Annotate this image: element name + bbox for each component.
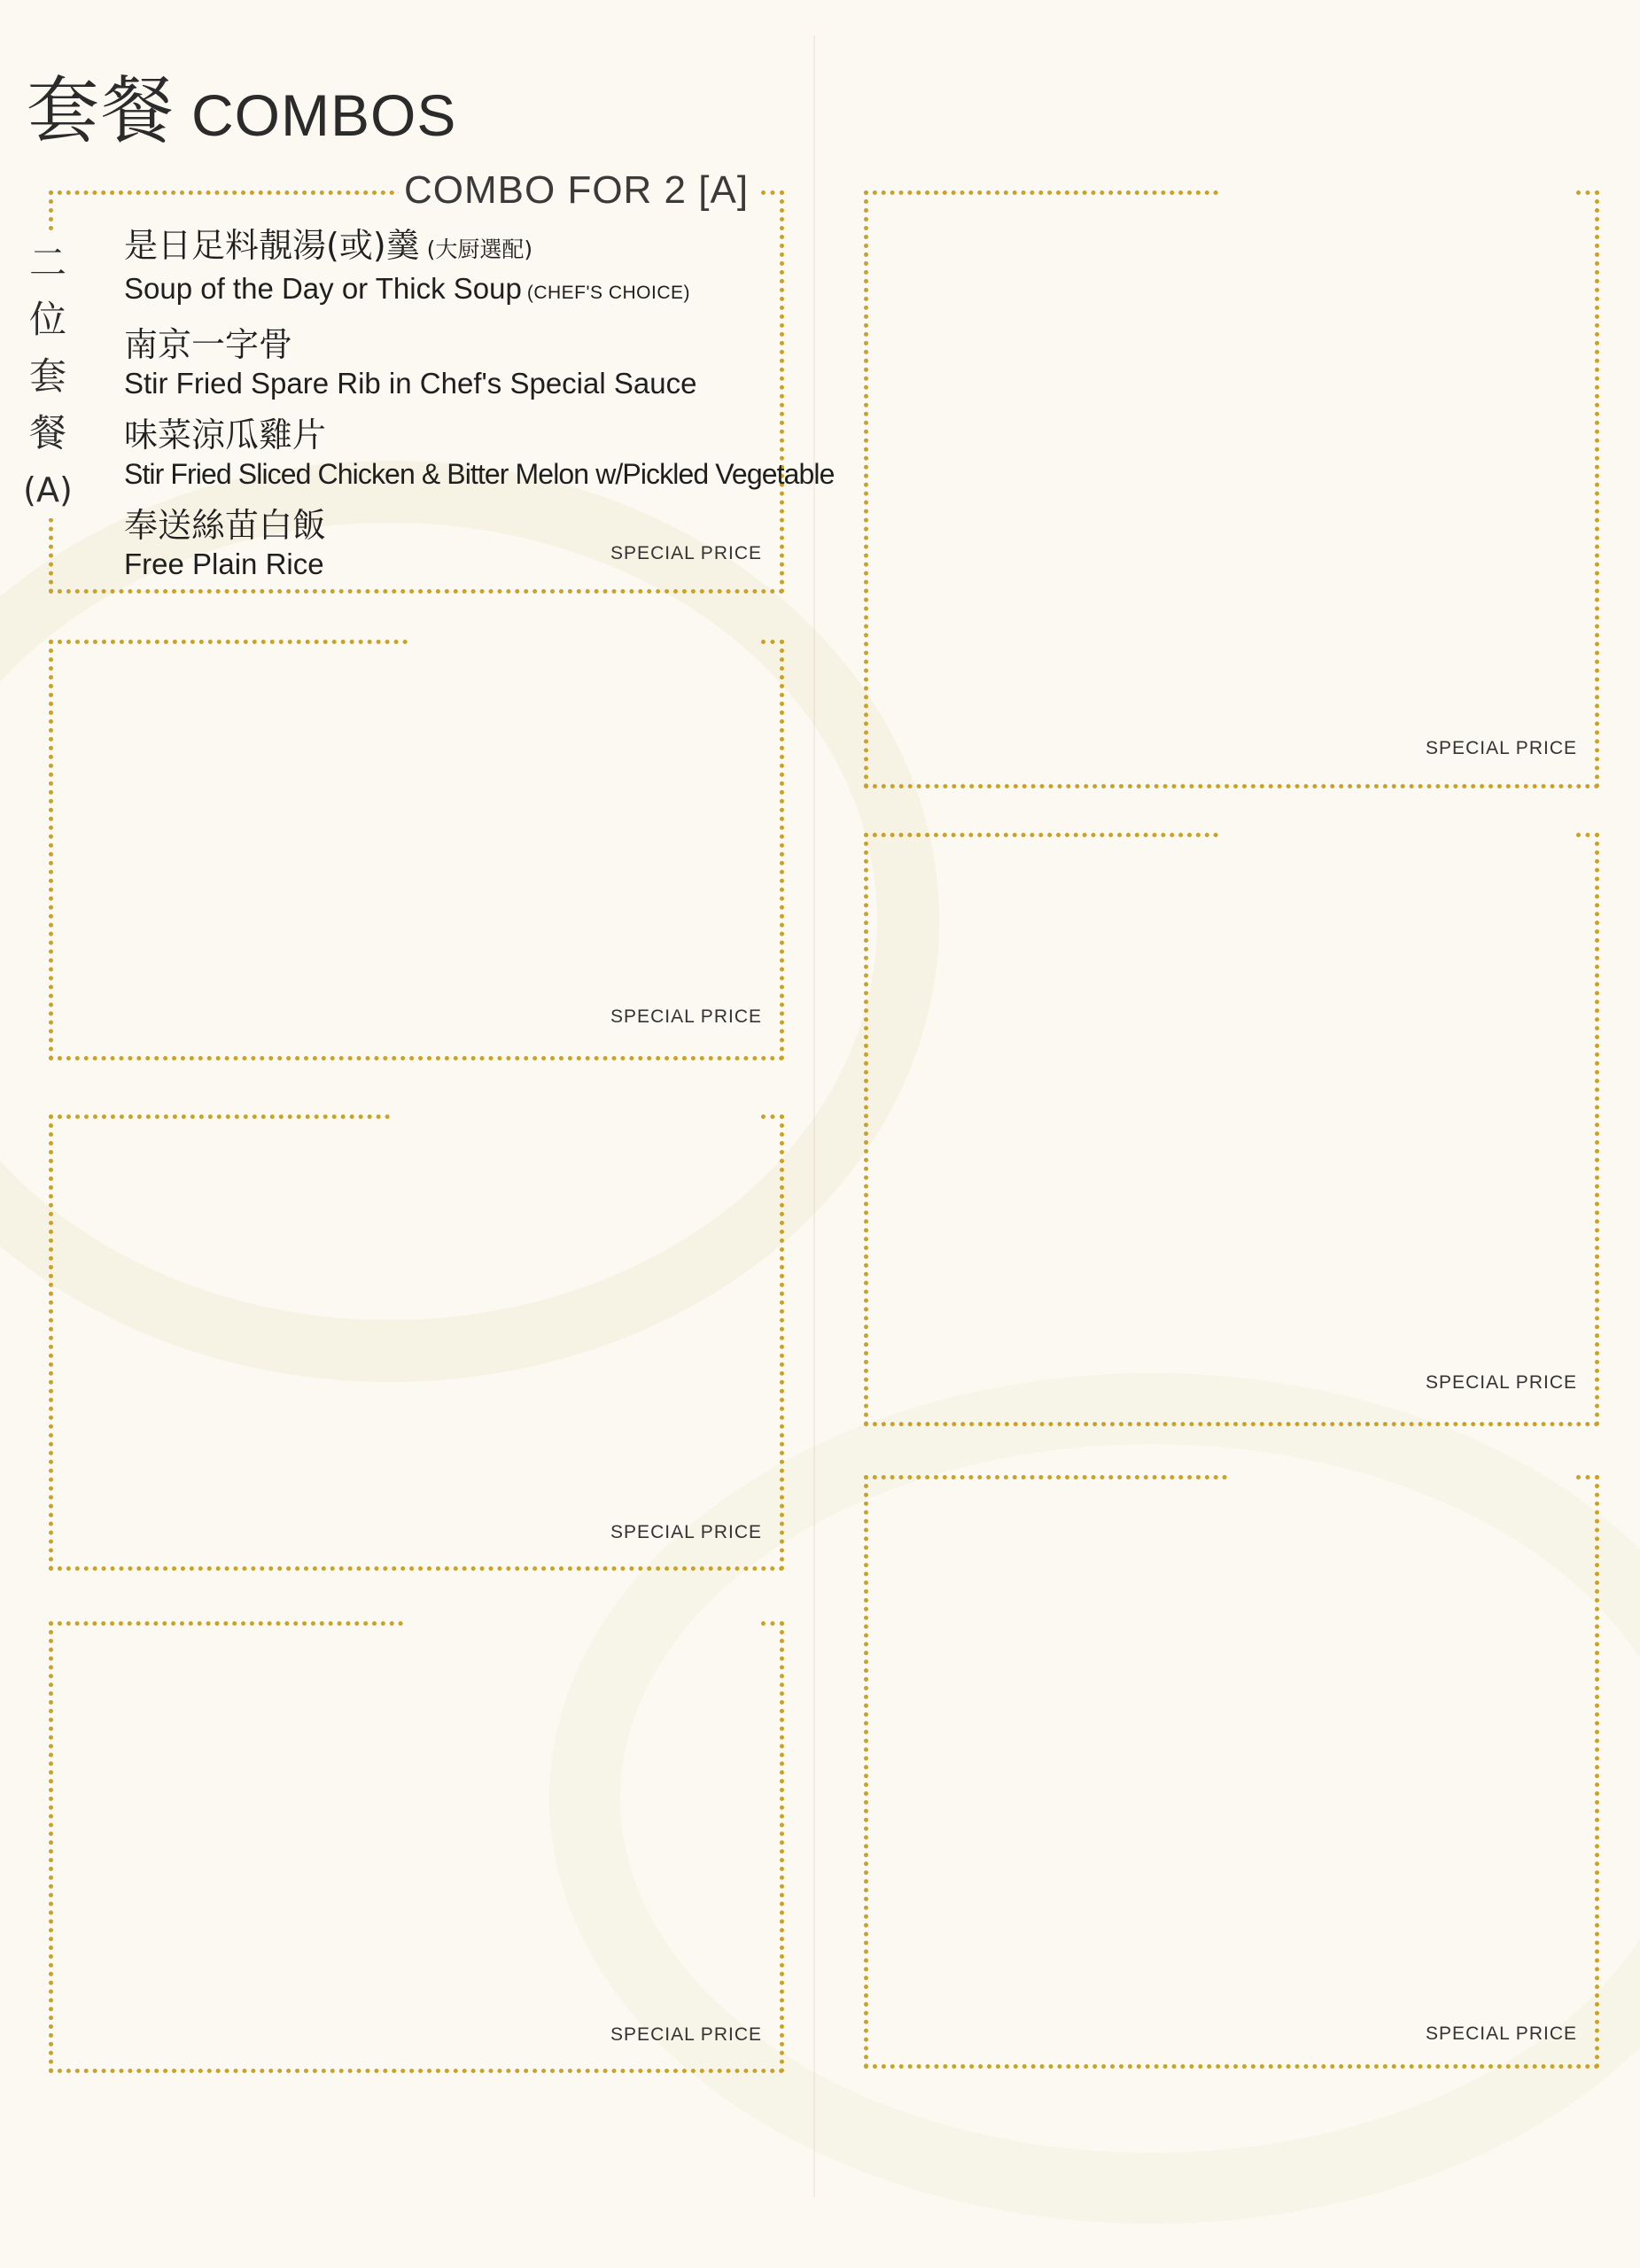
combo-card	[49, 640, 784, 1060]
side-label-char: (A)	[23, 470, 73, 509]
menu-item-chinese	[124, 504, 762, 547]
menu-item-english	[124, 271, 762, 311]
menu-item	[124, 323, 762, 401]
special-price-label: SPECIAL PRICE	[610, 543, 762, 563]
price-box	[610, 2024, 762, 2046]
combo-card	[23, 168, 835, 594]
special-price-label: SPECIAL PRICE	[1426, 1372, 1577, 1393]
menu-item	[124, 224, 762, 311]
combo-side-label	[21, 235, 74, 518]
side-label-char: 套	[28, 354, 66, 398]
menu-item-english-name: Stir Fried Sliced Chicken & Bitter Melon w/Pickled Vegetable	[124, 458, 835, 490]
menu-item-english-name: Stir Fried Spare Rib in Chef's Special Sauce	[124, 367, 697, 400]
menu-item-english	[124, 366, 762, 401]
menu-item	[124, 414, 835, 492]
price-box	[1426, 2023, 1577, 2045]
special-price-label: SPECIAL PRICE	[610, 2024, 762, 2045]
price-box	[610, 1006, 762, 1028]
combo-card	[864, 1475, 1599, 2069]
page-title	[27, 53, 456, 157]
special-price-label: SPECIAL PRICE	[1426, 738, 1577, 758]
side-label-char: 餐	[28, 411, 66, 454]
combo-card	[49, 1621, 784, 2073]
page-title-english: COMBOS	[191, 82, 457, 148]
menu-item-chinese	[124, 323, 762, 366]
combo-card	[49, 1115, 784, 1571]
price-box	[1426, 738, 1577, 759]
menu-item-chinese-name: 奉送絲苗白飯	[124, 506, 327, 545]
menu-item-chinese	[124, 414, 762, 456]
price-box	[1426, 1372, 1577, 1394]
menu-item-english-name: Soup of the Day or Thick Soup	[124, 272, 522, 305]
combo-card	[864, 190, 1599, 788]
menu-item-chinese-name: 是日足料靚湯(或)羹	[124, 226, 420, 265]
page-fold	[813, 35, 815, 2197]
menu-item-english-note: (CHEF'S CHOICE)	[526, 283, 691, 303]
special-price-label: SPECIAL PRICE	[1426, 2023, 1577, 2044]
menu-item-chinese-note: (大厨選配)	[426, 237, 533, 262]
menu-item-chinese-name: 味菜涼瓜雞片	[124, 416, 327, 454]
menu-item-chinese-name: 南京一字骨	[124, 325, 293, 364]
special-price-label: SPECIAL PRICE	[610, 1006, 762, 1027]
special-price-label: SPECIAL PRICE	[610, 1522, 762, 1542]
menu-item-chinese	[124, 224, 762, 271]
price-box	[610, 1522, 762, 1543]
combo-card	[864, 833, 1599, 1426]
side-label-char: 二	[28, 241, 66, 284]
menu-item-english-name: Free Plain Rice	[124, 548, 324, 580]
combo-title: COMBO FOR 2 [A]	[399, 167, 754, 214]
side-label-char: 位	[28, 298, 66, 341]
combo-item-list	[124, 224, 835, 594]
price-box	[610, 543, 762, 564]
page-title-chinese: 套餐	[27, 69, 176, 153]
menu-item-english	[124, 456, 835, 492]
